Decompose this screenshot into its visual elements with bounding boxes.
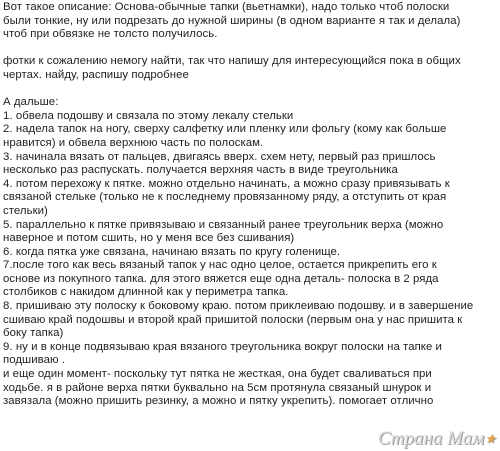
text-line: 9. ну и в конце подвязываю края вязаного треугольника вокруг полоски на тапке и — [3, 340, 442, 353]
text-line: 4. потом перехожу к пятке. можно отдельно начинать, а можно сразу привязывать к — [3, 177, 450, 190]
text-line: нравится) и обвела верхнюю часть по полоскам. — [3, 136, 264, 149]
text-line: 6. когда пятка уже связана, начинаю вязать по кругу голенище. — [3, 245, 341, 258]
watermark-text: Страна Мам — [377, 428, 485, 449]
text-line: 3. начинала вязать от пальцев, двигаясь вверх. схем нету, первый раз пришлось — [3, 150, 436, 163]
text-line: 7.после того как весь вязаный тапок у нас одно целое, остается прикрепить его к — [3, 259, 437, 272]
text-line: фотки к сожалению немогу найти, так что напишу для интересующийся пока в общих — [3, 55, 461, 68]
text-line: связаной стельке (только не к последнему провязанному ряду, а отступить от края — [3, 191, 447, 204]
star-icon: ★ — [484, 431, 496, 446]
text-line: чтоб при обвязке не толсто получилось. — [3, 28, 218, 41]
text-line: 5. параллельно к пятке привязываю и связанный ранее треугольник верха (можно — [3, 218, 444, 231]
text-line: были тонкие, ну или подрезать до нужной ширины (в одном варианте я так и делала) — [3, 14, 461, 27]
text-line: столбиков с накидом длинной как у периметра тапка. — [3, 286, 289, 299]
text-line: 1. обвела подошву и связала по этому лекалу стельки — [3, 109, 294, 122]
site-watermark-logo — [378, 429, 496, 449]
text-line: несколько раз распускать. получается верхняя часть в виде треугольника — [3, 164, 398, 177]
text-line: завязала (можно пришить резинку, а можно и пятку укрепить). помогает отлично — [3, 395, 434, 408]
text-line: подшиваю . — [3, 354, 66, 367]
text-line: сшиваю край подошвы и второй край пришитой полоски (первым она у нас пришита к — [3, 313, 463, 326]
post-body — [3, 1, 497, 422]
text-line: чертах. найду, распишу подробнее — [3, 68, 189, 81]
text-line: 2. надела тапок на ногу, сверху салфетку или пленку или фольгу (кому как больше — [3, 123, 447, 136]
text-line: А дальше: — [3, 96, 59, 109]
text-line: и еще один момент- поскольку тут пятка не жесткая, она будет сваливаться при — [3, 368, 432, 381]
instructions-paragraph — [3, 96, 497, 409]
text-line: 8. пришиваю эту полоску к боковому краю. потом приклеиваю подошву. и в завершение — [3, 300, 474, 313]
text-line: стельки) — [3, 204, 48, 217]
intro-paragraph — [3, 1, 497, 42]
text-line: основе из покупного тапка. для этого вяжется еще одна деталь- полоска в 2 ряда — [3, 272, 439, 285]
text-line: Вот такое описание: Основа-обычные тапки (вьетнамки), надо только чтоб полоски — [3, 1, 450, 13]
text-line: наверное и потом сшить, но у меня все без сшивания) — [3, 232, 295, 245]
photos-note-paragraph — [3, 55, 497, 82]
text-line: боку тапка) — [3, 327, 64, 340]
text-line: ходьбе. я в районе верха пятки буквально на 5см протянула связаный шнурок и — [3, 381, 432, 394]
